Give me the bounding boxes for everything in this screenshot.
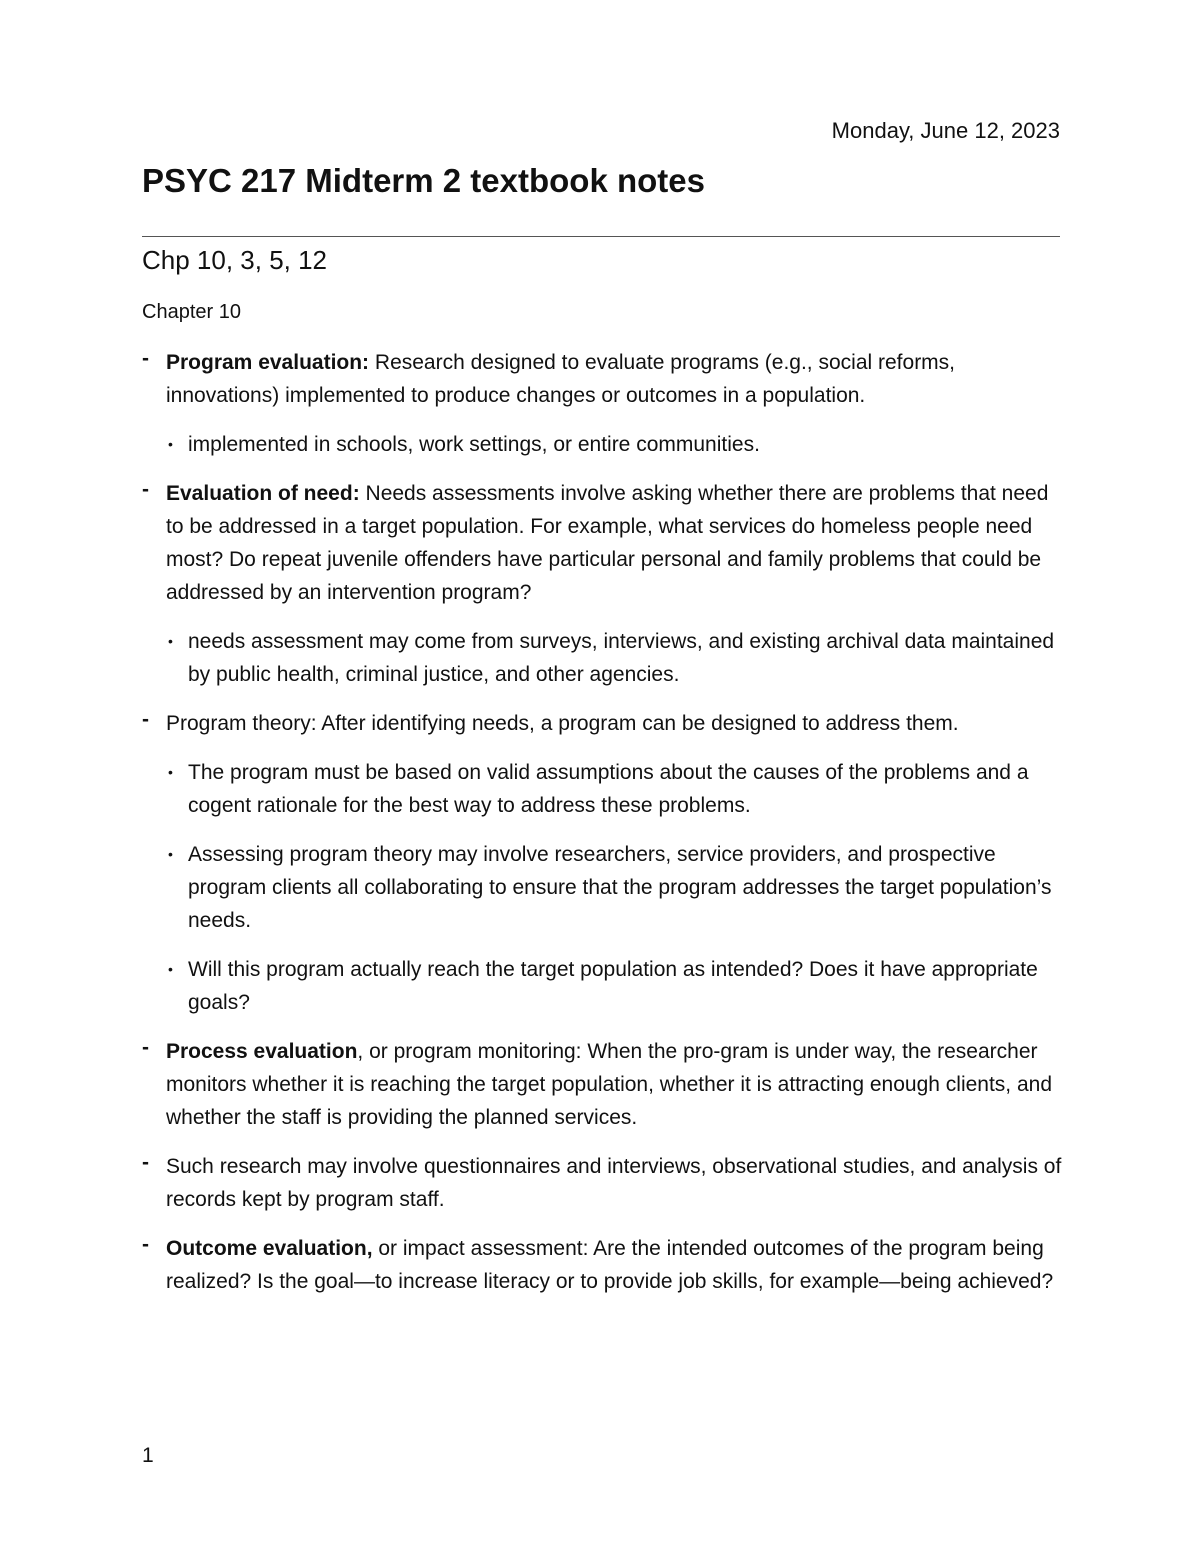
subnote-reach-population: [142, 953, 1062, 1019]
dash-marker: -: [142, 1151, 149, 1174]
term-process-evaluation: Process evaluation: [166, 1040, 358, 1063]
note-program-theory: [142, 707, 1062, 740]
bullet-marker: •: [168, 764, 173, 780]
dash-marker: -: [142, 347, 149, 370]
definition-program-theory: Program theory: After identifying needs, a program can be designed to address them.: [166, 712, 959, 735]
note-process-evaluation: [142, 1035, 1062, 1134]
subnote-needs-assessment: [142, 625, 1062, 691]
subnote-text: needs assessment may come from surveys, interviews, and existing archival data maintained by public health, criminal justice, and other agencies.: [188, 630, 1055, 686]
document-date: Monday, June 12, 2023: [831, 118, 1060, 143]
chapters-subtitle: Chp 10, 3, 5, 12: [142, 245, 328, 275]
note-such-research: [142, 1150, 1062, 1216]
dash-marker: -: [142, 1036, 149, 1059]
subnote-text: Will this program actually reach the target population as intended? Does it have appropriate goals?: [188, 958, 1038, 1014]
subnote-text: The program must be based on valid assumptions about the causes of the problems and a cogent rationale for the best way to address these problems.: [188, 761, 1029, 817]
chapter-label: Chapter 10: [142, 301, 241, 323]
dash-marker: -: [142, 1233, 149, 1256]
note-program-evaluation: [142, 346, 1062, 412]
dash-marker: -: [142, 478, 149, 501]
dash-marker: -: [142, 708, 149, 731]
definition-process-evaluation: , or program monitoring: When the pro-gram is under way, the researcher monitors whether it is reaching the target population, whether it is attracting enough clients, and whether the staff is providing the planned services.: [166, 1040, 1053, 1129]
subnote-assessing-theory: [142, 838, 1062, 937]
definition-program-evaluation: Research designed to evaluate programs (e.g., social reforms, innovations) implemented to produce changes or outcomes in a population.: [166, 351, 956, 407]
subnote-text: Assessing program theory may involve researchers, service providers, and prospective program clients all collaborating to ensure that the program addresses the target population’s needs.: [188, 843, 1052, 932]
definition-outcome-evaluation: or impact assessment: Are the intended outcomes of the program being realized? Is the goal—to increase literacy or to provide job skills, for example—being achieved?: [166, 1237, 1054, 1293]
subnote-text: implemented in schools, work settings, or entire communities.: [188, 433, 760, 456]
subnote-implemented: [142, 428, 1062, 461]
bullet-marker: •: [168, 436, 173, 452]
term-program-evaluation: Program evaluation:: [166, 351, 370, 374]
document-title: PSYC 217 Midterm 2 textbook notes: [142, 162, 705, 199]
note-evaluation-of-need: [142, 477, 1062, 609]
subnote-valid-assumptions: [142, 756, 1062, 822]
title-divider: [142, 236, 1060, 237]
page-number: 1: [142, 1444, 154, 1467]
definition-evaluation-of-need: Needs assessments involve asking whether there are problems that need to be addressed in a target population. For example, what services do homeless people need most? Do repeat juvenile offenders have particular personal and family problems that could be addressed by an intervention program?: [166, 482, 1049, 604]
bullet-marker: •: [168, 846, 173, 862]
bullet-marker: •: [168, 961, 173, 977]
note-outcome-evaluation: [142, 1232, 1062, 1298]
notes-list: [142, 346, 1062, 1314]
term-evaluation-of-need: Evaluation of need:: [166, 482, 360, 505]
definition-such-research: Such research may involve questionnaires and interviews, observational studies, and analysis of records kept by program staff.: [166, 1155, 1062, 1211]
bullet-marker: •: [168, 633, 173, 649]
term-outcome-evaluation: Outcome evaluation,: [166, 1237, 373, 1260]
